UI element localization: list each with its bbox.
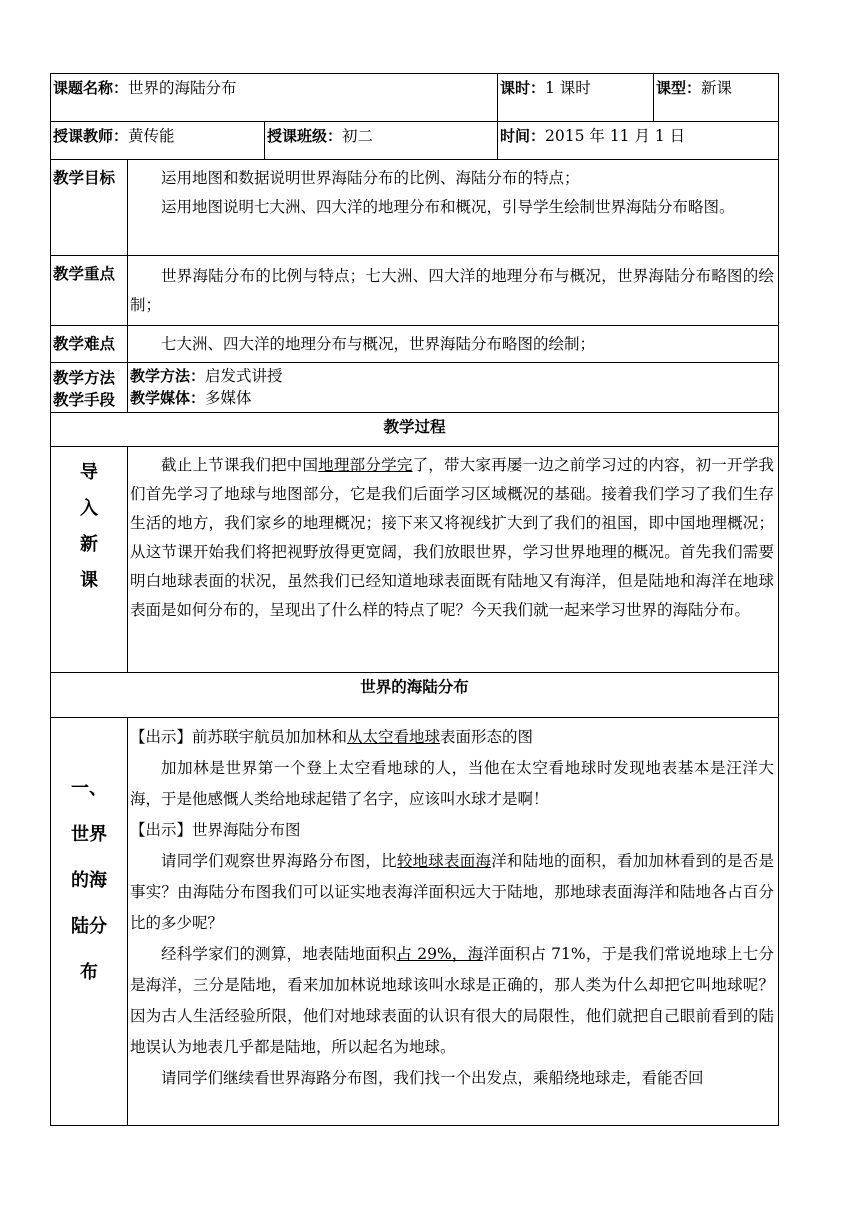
section-1-row (51, 718, 779, 1126)
key-points-row (51, 256, 779, 326)
goals-label: 教学目标 (51, 160, 128, 256)
teacher-cell (51, 122, 265, 160)
type-cell (654, 74, 779, 122)
p2-text-b: 洋和陆地的面积，看加加林看到的是否是事实？由海陆分布图我们可以证实地表海洋面积远大于陆地，那地球表面海洋和陆地各占百分比的多少呢？ (130, 852, 774, 932)
method-label: 教学方法： (130, 367, 206, 385)
hours-value: 1 课时 (545, 79, 591, 97)
media-line (130, 387, 776, 409)
teacher-label: 授课教师： (53, 127, 129, 145)
section-paragraph-1: 加加林是世界第一个登上太空看地球的人，当他在太空看地球时发现地表基本是汪洋大海，于是他感慨人类给地球起错了名字，应该叫水球才是啊！ (130, 759, 774, 808)
difficulties-content (128, 326, 779, 363)
hours-cell (498, 74, 654, 122)
intro-side-char: 导 (80, 462, 98, 483)
intro-paragraph (130, 451, 776, 625)
show-1-text-b: 表面形态的图 (440, 728, 534, 746)
difficulties-text: 七大洲、四大洋的地理分布与概况，世界海陆分布略图的绘制； (161, 335, 596, 353)
methods-label-1: 教学方法 (53, 369, 116, 387)
intro-row (51, 447, 779, 673)
difficulties-row (51, 326, 779, 363)
methods-content (128, 363, 779, 413)
methods-row (51, 363, 779, 413)
intro-content (128, 447, 779, 673)
section-side-char: 布 (80, 962, 98, 983)
header-row-1 (51, 74, 779, 122)
p3-text-a: 经科学家们的测算，地表陆地面积 (161, 945, 397, 963)
media-label: 教学媒体： (130, 389, 206, 407)
intro-text-a: 截止上节课我们把中国 (161, 456, 319, 474)
hours-label: 课时： (500, 79, 546, 97)
type-label: 课型： (656, 79, 702, 97)
section-side-char: 的海 (71, 870, 107, 891)
intro-side-char: 课 (80, 570, 98, 591)
key-points-content (128, 256, 779, 326)
difficulties-label: 教学难点 (51, 326, 128, 363)
section-1-side-label (51, 718, 128, 1126)
intro-side-chars (53, 447, 125, 599)
goals-line-2: 运用地图说明七大洲、四大洋的地理分布和概况，引导学生绘制世界海陆分布略图。 (161, 198, 735, 216)
section-paragraph-3 (130, 939, 776, 1063)
section-1-content (128, 718, 779, 1126)
time-value: 2015 年 11 月 1 日 (545, 127, 686, 145)
p2-text-a: 请同学们观察世界海路分布图，比 (161, 852, 397, 870)
methods-label-2: 教学手段 (53, 391, 116, 409)
intro-side-char: 新 (80, 534, 98, 555)
section-side-char: 世界 (71, 824, 107, 845)
type-value: 新课 (701, 79, 733, 97)
media-value: 多媒体 (205, 389, 252, 407)
class-cell (265, 122, 498, 160)
methods-label-cell (51, 363, 128, 413)
intro-side-char: 入 (80, 498, 98, 519)
p3-text-b: 洋面积占 71%，于是我们常说地球上七分是海洋，三分是陆地，看来加加林说地球该叫水球是正确的，那人类为什么却把它叫地球呢？因为古人生活经验所限，他们对地球表面的认识有很大的局限性，他们就把自己眼前看到的陆地误认为地表几乎都是陆地，所以起名为地球。 (130, 945, 774, 1056)
p3-underlined: 占 29%，海 (396, 945, 484, 963)
show-1-underlined: 从太空看地球 (347, 728, 441, 746)
process-title-row (51, 413, 779, 447)
goals-row (51, 160, 779, 256)
section-paragraph-4: 请同学们继续看世界海路分布图，我们找一个出发点，乘船绕地球走，看能否回 (161, 1069, 704, 1087)
method-value: 启发式讲授 (205, 367, 283, 385)
method-line (130, 365, 776, 387)
intro-text-b: 了，带大家再屡一边之前学习过的内容，初一开学我们首先学习了地球与地图部分，它是我们后面学习区域概况的基础。接着我们学习了我们生存生活的地方，我们家乡的地理概况；接下来又将视线扩大到了我们的祖国，即中国地理概况；从这节课开始我们将把视野放得更宽阔，我们放眼世界，学习世界地理的概况。首先我们需要明白地球表面的状况，虽然我们已经知道地球表面既有陆地又有海洋，但是陆地和海洋在地球表面是如何分布的，呈现出了什么样的特点了呢？今天我们就一起来学习世界的海陆分布。 (130, 456, 774, 619)
course-title-cell (51, 74, 498, 122)
key-points-text: 世界海陆分布的比例与特点；七大洲、四大洋的地理分布与概况，世界海陆分布略图的绘制； (130, 267, 774, 314)
class-label: 授课班级： (267, 127, 343, 145)
goals-content (128, 160, 779, 256)
class-value: 初二 (342, 127, 374, 145)
time-cell (498, 122, 779, 160)
section-paragraph-2 (130, 846, 776, 939)
intro-side-label (51, 447, 128, 673)
main-title: 世界的海陆分布 (51, 673, 779, 718)
section-1-side-chars (53, 718, 125, 996)
show-line-1 (130, 722, 776, 753)
teacher-value: 黄传能 (128, 127, 175, 145)
course-title-label: 课题名称： (53, 79, 129, 97)
p2-underlined: 较地球表面海 (396, 852, 492, 870)
section-side-char: 一、 (71, 778, 107, 799)
time-label: 时间： (500, 127, 546, 145)
main-title-row (51, 673, 779, 718)
show-line-2: 【出示】世界海陆分布图 (130, 821, 301, 839)
process-title: 教学过程 (51, 413, 779, 447)
key-points-label: 教学重点 (51, 256, 128, 326)
course-title-value: 世界的海陆分布 (128, 79, 237, 97)
goals-line-1: 运用地图和数据说明世界海陆分布的比例、海陆分布的特点； (161, 169, 580, 187)
show-1-text-a: 【出示】前苏联宇航员加加林和 (130, 728, 348, 746)
lesson-plan-table (50, 73, 779, 1126)
header-row-2 (51, 122, 779, 160)
section-side-char: 陆分 (71, 916, 107, 937)
intro-text-underlined: 地理部分学完 (318, 456, 413, 474)
